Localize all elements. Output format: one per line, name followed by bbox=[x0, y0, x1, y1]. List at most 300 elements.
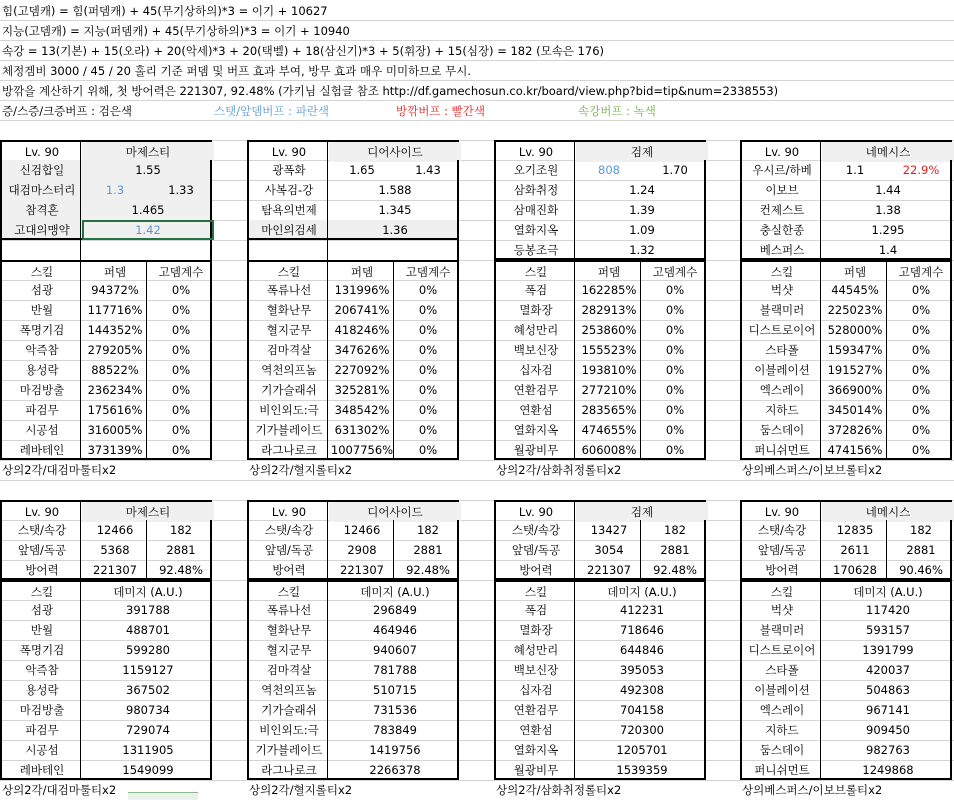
damage-value-cell[interactable]: 1159127 bbox=[122, 663, 174, 677]
skill-name-cell[interactable]: 멸화장 bbox=[519, 623, 553, 637]
buff-name-cell[interactable]: 신검합일 bbox=[19, 163, 65, 177]
damage-value-cell[interactable]: 420037 bbox=[866, 663, 910, 677]
skill-percent-cell[interactable]: 474156% bbox=[827, 443, 883, 457]
buff-name-cell[interactable]: 이보브 bbox=[765, 183, 799, 197]
skill-percent-cell[interactable]: 159347% bbox=[827, 343, 883, 357]
column-header-cell[interactable]: 퍼뎀 bbox=[103, 265, 127, 279]
stat-value-cell[interactable]: 182 bbox=[417, 523, 439, 537]
stat-name-cell[interactable]: 스탯/속강 bbox=[757, 523, 807, 537]
skill-name-cell[interactable]: 폭명기검 bbox=[19, 323, 65, 337]
skill-coef-cell[interactable]: 0% bbox=[171, 283, 191, 297]
stat-value-cell[interactable]: 170628 bbox=[833, 563, 877, 577]
buff-value-cell[interactable]: 1.70 bbox=[662, 163, 688, 177]
damage-value-cell[interactable]: 464946 bbox=[373, 623, 417, 637]
skill-coef-cell[interactable]: 0% bbox=[418, 423, 438, 437]
skill-name-cell[interactable]: 블랙미러 bbox=[759, 623, 805, 637]
note-strength[interactable]: 힘(고뎀캐) = 힘(퍼뎀캐) + 45(무기상하의)*3 = 이기 + 10627 bbox=[2, 4, 328, 18]
skill-name-cell[interactable]: 블랙미러 bbox=[759, 303, 805, 317]
column-header-cell[interactable]: 데미지 (A.U.) bbox=[360, 585, 430, 599]
buff-name-cell[interactable]: 베스퍼스 bbox=[759, 243, 805, 257]
stat-name-cell[interactable]: 앞뎀/독공 bbox=[511, 543, 561, 557]
skill-name-cell[interactable]: 연환섬 bbox=[519, 723, 553, 737]
skill-coef-cell[interactable]: 0% bbox=[665, 323, 685, 337]
class-name-cell[interactable]: 네메시스 bbox=[822, 142, 954, 162]
stat-value-cell[interactable]: 2881 bbox=[660, 543, 690, 557]
skill-coef-cell[interactable]: 0% bbox=[665, 443, 685, 457]
level-cell[interactable]: Lv. 90 bbox=[764, 145, 800, 159]
skill-percent-cell[interactable]: 282913% bbox=[581, 303, 637, 317]
skill-coef-cell[interactable]: 0% bbox=[911, 383, 931, 397]
buff-name-cell[interactable]: 열화지옥 bbox=[513, 223, 559, 237]
skill-coef-cell[interactable]: 0% bbox=[418, 283, 438, 297]
skill-coef-cell[interactable]: 0% bbox=[665, 303, 685, 317]
skill-coef-cell[interactable]: 0% bbox=[665, 423, 685, 437]
skill-percent-cell[interactable]: 236234% bbox=[87, 383, 143, 397]
skill-percent-cell[interactable]: 131996% bbox=[334, 283, 390, 297]
buff-name-cell[interactable]: 삼화취정 bbox=[513, 183, 559, 197]
skill-name-cell[interactable]: 역천의프놈 bbox=[261, 363, 317, 377]
level-cell[interactable]: Lv. 90 bbox=[271, 145, 307, 159]
damage-value-cell[interactable]: 504863 bbox=[866, 683, 910, 697]
skill-percent-cell[interactable]: 88522% bbox=[91, 363, 139, 377]
level-cell[interactable]: Lv. 90 bbox=[24, 505, 60, 519]
buff-value-cell[interactable]: 1.44 bbox=[875, 183, 901, 197]
note-intelligence[interactable]: 지능(고뎀캐) = 지능(퍼뎀캐) + 45(무기상하의)*3 = 이기 + 10940 bbox=[2, 24, 350, 38]
damage-value-cell[interactable]: 1249868 bbox=[862, 763, 914, 777]
column-header-cell[interactable]: 퍼뎀 bbox=[597, 265, 621, 279]
stat-value-cell[interactable]: 3054 bbox=[594, 543, 624, 557]
stat-value-cell[interactable]: 221307 bbox=[340, 563, 384, 577]
block-caption[interactable]: 상의2각/혈지롤티x2 bbox=[249, 783, 353, 797]
damage-value-cell[interactable]: 1205701 bbox=[616, 743, 668, 757]
legend-red[interactable]: 방깎버프 : 빨간색 bbox=[396, 104, 485, 118]
block-caption[interactable]: 상의2각/삼화취정롤티x2 bbox=[496, 783, 622, 797]
stat-value-cell[interactable]: 5368 bbox=[100, 543, 130, 557]
class-name-cell[interactable]: 마제스티 bbox=[82, 142, 214, 162]
skill-coef-cell[interactable]: 0% bbox=[911, 283, 931, 297]
skill-percent-cell[interactable]: 277210% bbox=[581, 383, 637, 397]
column-header-cell[interactable]: 고뎀계수 bbox=[652, 265, 698, 279]
skill-percent-cell[interactable]: 474655% bbox=[581, 423, 637, 437]
stat-value-cell[interactable]: 2908 bbox=[347, 543, 377, 557]
skill-name-cell[interactable]: 폭류나선 bbox=[266, 603, 312, 617]
skill-name-cell[interactable]: 혜성만리 bbox=[513, 643, 559, 657]
skill-percent-cell[interactable]: 44545% bbox=[831, 283, 879, 297]
column-header-cell[interactable]: 스킬 bbox=[524, 585, 548, 599]
skill-percent-cell[interactable]: 418246% bbox=[334, 323, 390, 337]
note-conditions[interactable]: 체정겜비 3000 / 45 / 20 홀리 기준 퍼뎀 및 버프 효과 부여, 방무 효과 매우 미미하므로 무시. bbox=[2, 64, 472, 78]
class-name-cell[interactable]: 검제 bbox=[576, 142, 708, 162]
skill-coef-cell[interactable]: 0% bbox=[171, 443, 191, 457]
stat-name-cell[interactable]: 앞뎀/독공 bbox=[757, 543, 807, 557]
skill-percent-cell[interactable]: 162285% bbox=[581, 283, 637, 297]
buff-name-cell[interactable]: 참격혼 bbox=[25, 203, 59, 217]
skill-name-cell[interactable]: 기가슬래쉬 bbox=[261, 703, 317, 717]
buff-name-cell[interactable]: 우시르/하베 bbox=[752, 163, 812, 177]
skill-name-cell[interactable]: 용성락 bbox=[25, 683, 59, 697]
skill-percent-cell[interactable]: 155523% bbox=[581, 343, 637, 357]
block-caption[interactable]: 상의2각/혈지롤티x2 bbox=[249, 463, 353, 477]
stat-value-cell[interactable]: 2881 bbox=[413, 543, 443, 557]
skill-name-cell[interactable]: 비인외도:극 bbox=[259, 723, 319, 737]
stat-name-cell[interactable]: 방어력 bbox=[765, 563, 799, 577]
stat-value-cell[interactable]: 182 bbox=[170, 523, 192, 537]
skill-name-cell[interactable]: 섬광 bbox=[30, 283, 54, 297]
damage-value-cell[interactable]: 395053 bbox=[620, 663, 664, 677]
skill-percent-cell[interactable]: 347626% bbox=[334, 343, 390, 357]
buff-value-cell[interactable]: 22.9% bbox=[902, 163, 940, 177]
skill-name-cell[interactable]: 십자검 bbox=[519, 683, 553, 697]
skill-name-cell[interactable]: 악즉참 bbox=[25, 663, 59, 677]
skill-percent-cell[interactable]: 94372% bbox=[91, 283, 139, 297]
skill-name-cell[interactable]: 폭명기검 bbox=[19, 643, 65, 657]
damage-value-cell[interactable]: 704158 bbox=[620, 703, 664, 717]
buff-value-cell[interactable]: 1.345 bbox=[378, 203, 412, 217]
skill-name-cell[interactable]: 열화지옥 bbox=[513, 743, 559, 757]
skill-name-cell[interactable]: 레바테인 bbox=[19, 443, 65, 457]
skill-name-cell[interactable]: 파검무 bbox=[25, 723, 59, 737]
skill-percent-cell[interactable]: 279205% bbox=[87, 343, 143, 357]
buff-name-cell[interactable]: 대검마스터리 bbox=[8, 183, 76, 197]
stat-name-cell[interactable]: 스탯/속강 bbox=[511, 523, 561, 537]
damage-value-cell[interactable]: 1311905 bbox=[122, 743, 174, 757]
stat-value-cell[interactable]: 92.48% bbox=[653, 563, 697, 577]
skill-name-cell[interactable]: 디스트로이어 bbox=[748, 323, 816, 337]
skill-name-cell[interactable]: 엑스레이 bbox=[759, 703, 805, 717]
column-header-cell[interactable]: 스킬 bbox=[277, 265, 301, 279]
buff-value-cell[interactable]: 1.32 bbox=[629, 243, 655, 257]
buff-name-cell[interactable]: 삼매진화 bbox=[513, 203, 559, 217]
stat-value-cell[interactable]: 92.48% bbox=[406, 563, 450, 577]
skill-name-cell[interactable]: 섬광 bbox=[30, 603, 54, 617]
skill-coef-cell[interactable]: 0% bbox=[665, 383, 685, 397]
skill-name-cell[interactable]: 혈지군무 bbox=[266, 643, 312, 657]
stat-name-cell[interactable]: 방어력 bbox=[272, 563, 306, 577]
skill-percent-cell[interactable]: 1007756% bbox=[330, 443, 394, 457]
skill-name-cell[interactable]: 십자검 bbox=[519, 363, 553, 377]
damage-value-cell[interactable]: 783849 bbox=[373, 723, 417, 737]
buff-value-cell[interactable]: 1.4 bbox=[878, 243, 898, 257]
skill-name-cell[interactable]: 혜성만리 bbox=[513, 323, 559, 337]
buff-name-cell[interactable]: 컨제스트 bbox=[759, 203, 805, 217]
column-header-cell[interactable]: 스킬 bbox=[770, 585, 794, 599]
damage-value-cell[interactable]: 599280 bbox=[126, 643, 170, 657]
column-header-cell[interactable]: 스킬 bbox=[770, 265, 794, 279]
buff-name-cell[interactable]: 등봉조극 bbox=[513, 243, 559, 257]
block-caption[interactable]: 상의2각/대검마툴티x2 bbox=[2, 463, 117, 477]
buff-value-cell[interactable]: 1.55 bbox=[135, 163, 161, 177]
damage-value-cell[interactable]: 391788 bbox=[126, 603, 170, 617]
damage-value-cell[interactable]: 720300 bbox=[620, 723, 664, 737]
skill-coef-cell[interactable]: 0% bbox=[418, 343, 438, 357]
skill-name-cell[interactable]: 기가슬래쉬 bbox=[261, 383, 317, 397]
skill-percent-cell[interactable]: 117716% bbox=[87, 303, 143, 317]
stat-value-cell[interactable]: 90.46% bbox=[899, 563, 943, 577]
stat-name-cell[interactable]: 방어력 bbox=[25, 563, 59, 577]
level-cell[interactable]: Lv. 90 bbox=[764, 505, 800, 519]
level-cell[interactable]: Lv. 90 bbox=[271, 505, 307, 519]
buff-value-cell[interactable]: 1.43 bbox=[415, 163, 441, 177]
skill-percent-cell[interactable]: 325281% bbox=[334, 383, 390, 397]
skill-name-cell[interactable]: 월광비무 bbox=[513, 763, 559, 777]
skill-name-cell[interactable]: 연환검무 bbox=[513, 703, 559, 717]
legend-black[interactable]: 증/스증/크증버프 : 검은색 bbox=[2, 104, 133, 118]
column-header-cell[interactable]: 스킬 bbox=[524, 265, 548, 279]
skill-name-cell[interactable]: 지하드 bbox=[765, 403, 799, 417]
skill-coef-cell[interactable]: 0% bbox=[665, 403, 685, 417]
note-element[interactable]: 속강 = 13(기본) + 15(오라) + 20(악세)*3 + 20(택벨) + 18(삼신기)*3 + 5(휘장) + 15(심장) = 182 (모속은 176) bbox=[2, 44, 604, 58]
stat-value-cell[interactable]: 182 bbox=[910, 523, 932, 537]
skill-coef-cell[interactable]: 0% bbox=[665, 283, 685, 297]
skill-name-cell[interactable]: 이블레이션 bbox=[754, 683, 810, 697]
skill-percent-cell[interactable]: 283565% bbox=[581, 403, 637, 417]
skill-name-cell[interactable]: 폭류나선 bbox=[266, 283, 312, 297]
buff-value-cell[interactable]: 1.465 bbox=[131, 203, 165, 217]
stat-name-cell[interactable]: 앞뎀/독공 bbox=[264, 543, 314, 557]
skill-coef-cell[interactable]: 0% bbox=[418, 443, 438, 457]
skill-name-cell[interactable]: 용성락 bbox=[25, 363, 59, 377]
skill-name-cell[interactable]: 시공섬 bbox=[25, 423, 59, 437]
skill-name-cell[interactable]: 백보신장 bbox=[513, 663, 559, 677]
skill-name-cell[interactable]: 퍼니쉬먼트 bbox=[754, 443, 810, 457]
level-cell[interactable]: Lv. 90 bbox=[24, 145, 60, 159]
skill-percent-cell[interactable]: 227092% bbox=[334, 363, 390, 377]
level-cell[interactable]: Lv. 90 bbox=[518, 145, 554, 159]
damage-value-cell[interactable]: 731536 bbox=[373, 703, 417, 717]
skill-coef-cell[interactable]: 0% bbox=[665, 363, 685, 377]
column-header-cell[interactable]: 고뎀계수 bbox=[898, 265, 944, 279]
damage-value-cell[interactable]: 1419756 bbox=[369, 743, 421, 757]
skill-name-cell[interactable]: 기가블레이드 bbox=[255, 423, 323, 437]
skill-coef-cell[interactable]: 0% bbox=[171, 363, 191, 377]
skill-coef-cell[interactable]: 0% bbox=[911, 323, 931, 337]
buff-value-cell[interactable]: 1.38 bbox=[875, 203, 901, 217]
skill-coef-cell[interactable]: 0% bbox=[911, 403, 931, 417]
skill-name-cell[interactable]: 역천의프놈 bbox=[261, 683, 317, 697]
stat-name-cell[interactable]: 스탯/속강 bbox=[17, 523, 67, 537]
buff-value-cell[interactable]: 1.65 bbox=[349, 163, 375, 177]
skill-percent-cell[interactable]: 631302% bbox=[334, 423, 390, 437]
skill-coef-cell[interactable]: 0% bbox=[911, 423, 931, 437]
damage-value-cell[interactable]: 367502 bbox=[126, 683, 170, 697]
stat-value-cell[interactable]: 12466 bbox=[96, 523, 134, 537]
damage-value-cell[interactable]: 1549099 bbox=[122, 763, 174, 777]
skill-name-cell[interactable]: 기가블레이드 bbox=[255, 743, 323, 757]
skill-name-cell[interactable]: 악즉참 bbox=[25, 343, 59, 357]
skill-name-cell[interactable]: 벅샷 bbox=[770, 283, 794, 297]
skill-name-cell[interactable]: 지하드 bbox=[765, 723, 799, 737]
stat-value-cell[interactable]: 2611 bbox=[840, 543, 870, 557]
skill-name-cell[interactable]: 멸화장 bbox=[519, 303, 553, 317]
buff-value-cell[interactable]: 1.36 bbox=[382, 223, 408, 237]
stat-name-cell[interactable]: 스탯/속강 bbox=[264, 523, 314, 537]
stat-value-cell[interactable]: 2881 bbox=[166, 543, 196, 557]
buff-value-cell[interactable]: 1.33 bbox=[168, 183, 194, 197]
buff-value-cell[interactable]: 808 bbox=[598, 163, 620, 177]
stat-value-cell[interactable]: 12466 bbox=[343, 523, 381, 537]
stat-name-cell[interactable]: 방어력 bbox=[519, 563, 553, 577]
damage-value-cell[interactable]: 940607 bbox=[373, 643, 417, 657]
skill-name-cell[interactable]: 혈화난무 bbox=[266, 303, 312, 317]
skill-coef-cell[interactable]: 0% bbox=[665, 343, 685, 357]
skill-coef-cell[interactable]: 0% bbox=[911, 303, 931, 317]
damage-value-cell[interactable]: 967141 bbox=[866, 703, 910, 717]
skill-coef-cell[interactable]: 0% bbox=[171, 423, 191, 437]
skill-coef-cell[interactable]: 0% bbox=[418, 383, 438, 397]
damage-value-cell[interactable]: 909450 bbox=[866, 723, 910, 737]
skill-percent-cell[interactable]: 348542% bbox=[334, 403, 390, 417]
skill-name-cell[interactable]: 둠스데이 bbox=[759, 743, 805, 757]
skill-percent-cell[interactable]: 366900% bbox=[827, 383, 883, 397]
skill-name-cell[interactable]: 파검무 bbox=[25, 403, 59, 417]
skill-coef-cell[interactable]: 0% bbox=[171, 343, 191, 357]
skill-name-cell[interactable]: 비인외도:극 bbox=[259, 403, 319, 417]
skill-coef-cell[interactable]: 0% bbox=[911, 343, 931, 357]
buff-name-cell[interactable]: 광폭화 bbox=[272, 163, 306, 177]
skill-name-cell[interactable]: 검마격살 bbox=[266, 343, 312, 357]
stat-value-cell[interactable]: 12835 bbox=[836, 523, 874, 537]
skill-name-cell[interactable]: 폭검 bbox=[524, 283, 548, 297]
skill-coef-cell[interactable]: 0% bbox=[171, 403, 191, 417]
skill-percent-cell[interactable]: 225023% bbox=[827, 303, 883, 317]
buff-value-cell[interactable]: 1.295 bbox=[871, 223, 905, 237]
skill-coef-cell[interactable]: 0% bbox=[911, 443, 931, 457]
column-header-cell[interactable]: 스킬 bbox=[277, 585, 301, 599]
skill-percent-cell[interactable]: 191527% bbox=[827, 363, 883, 377]
block-caption[interactable]: 상의베스퍼스/이보브롤티x2 bbox=[742, 783, 883, 797]
damage-value-cell[interactable]: 510715 bbox=[373, 683, 417, 697]
skill-percent-cell[interactable]: 373139% bbox=[87, 443, 143, 457]
skill-name-cell[interactable]: 시공섬 bbox=[25, 743, 59, 757]
skill-name-cell[interactable]: 라그나로크 bbox=[261, 443, 317, 457]
block-caption[interactable]: 상의2각/삼화취정롤티x2 bbox=[496, 463, 622, 477]
skill-percent-cell[interactable]: 193810% bbox=[581, 363, 637, 377]
damage-value-cell[interactable]: 412231 bbox=[620, 603, 664, 617]
damage-value-cell[interactable]: 1391799 bbox=[862, 643, 914, 657]
buff-name-cell[interactable]: 탐욕의번제 bbox=[261, 203, 317, 217]
skill-name-cell[interactable]: 연환검무 bbox=[513, 383, 559, 397]
buff-name-cell[interactable]: 사복검-강 bbox=[264, 183, 314, 197]
stat-value-cell[interactable]: 221307 bbox=[587, 563, 631, 577]
skill-name-cell[interactable]: 스타폴 bbox=[765, 343, 799, 357]
buff-value-cell[interactable]: 1.24 bbox=[629, 183, 655, 197]
skill-percent-cell[interactable]: 528000% bbox=[827, 323, 883, 337]
column-header-cell[interactable]: 고뎀계수 bbox=[158, 265, 204, 279]
damage-value-cell[interactable]: 296849 bbox=[373, 603, 417, 617]
skill-name-cell[interactable]: 퍼니쉬먼트 bbox=[754, 763, 810, 777]
skill-name-cell[interactable]: 열화지옥 bbox=[513, 423, 559, 437]
column-header-cell[interactable]: 고뎀계수 bbox=[405, 265, 451, 279]
skill-coef-cell[interactable]: 0% bbox=[418, 403, 438, 417]
note-defense[interactable]: 방깎을 계산하기 위해, 첫 방어력은 221307, 92.48% (가키님 실험글 참조 http://df.gamechosun.co.kr/board/view.php?bid=tip&num=2338553) bbox=[2, 84, 779, 98]
block-caption[interactable]: 상의2각/대검마툴티x2 bbox=[2, 783, 117, 797]
skill-coef-cell[interactable]: 0% bbox=[911, 363, 931, 377]
skill-name-cell[interactable]: 백보신장 bbox=[513, 343, 559, 357]
column-header-cell[interactable]: 데미지 (A.U.) bbox=[853, 585, 923, 599]
skill-name-cell[interactable]: 폭검 bbox=[524, 603, 548, 617]
skill-percent-cell[interactable]: 206741% bbox=[334, 303, 390, 317]
skill-name-cell[interactable]: 월광비무 bbox=[513, 443, 559, 457]
stat-value-cell[interactable]: 13427 bbox=[590, 523, 628, 537]
buff-name-cell[interactable]: 고대의맹약 bbox=[14, 223, 70, 237]
damage-value-cell[interactable]: 729074 bbox=[126, 723, 170, 737]
skill-name-cell[interactable]: 둠스데이 bbox=[759, 423, 805, 437]
block-caption[interactable]: 상의베스퍼스/이보브롤티x2 bbox=[742, 463, 883, 477]
stat-value-cell[interactable]: 182 bbox=[664, 523, 686, 537]
damage-value-cell[interactable]: 644846 bbox=[620, 643, 664, 657]
column-header-cell[interactable]: 퍼뎀 bbox=[843, 265, 867, 279]
buff-value-cell[interactable]: 1.1 bbox=[845, 163, 865, 177]
skill-name-cell[interactable]: 반월 bbox=[30, 303, 54, 317]
damage-value-cell[interactable]: 982763 bbox=[866, 743, 910, 757]
buff-value-cell[interactable]: 1.42 bbox=[82, 220, 214, 240]
skill-name-cell[interactable]: 레바테인 bbox=[19, 763, 65, 777]
skill-percent-cell[interactable]: 316005% bbox=[87, 423, 143, 437]
skill-name-cell[interactable]: 스타폴 bbox=[765, 663, 799, 677]
class-name-cell[interactable]: 마제스티 bbox=[82, 502, 214, 522]
column-header-cell[interactable]: 퍼뎀 bbox=[350, 265, 374, 279]
skill-name-cell[interactable]: 마검방출 bbox=[19, 383, 65, 397]
skill-percent-cell[interactable]: 372826% bbox=[827, 423, 883, 437]
buff-name-cell[interactable]: 오기조원 bbox=[513, 163, 559, 177]
column-header-cell[interactable]: 스킬 bbox=[30, 265, 54, 279]
stat-value-cell[interactable]: 221307 bbox=[93, 563, 137, 577]
damage-value-cell[interactable]: 488701 bbox=[126, 623, 170, 637]
stat-value-cell[interactable]: 92.48% bbox=[159, 563, 203, 577]
skill-name-cell[interactable]: 마검방출 bbox=[19, 703, 65, 717]
class-name-cell[interactable]: 디어사이드 bbox=[329, 142, 461, 162]
skill-percent-cell[interactable]: 175616% bbox=[87, 403, 143, 417]
stat-name-cell[interactable]: 앞뎀/독공 bbox=[17, 543, 67, 557]
buff-value-cell[interactable]: 1.3 bbox=[105, 183, 125, 197]
class-name-cell[interactable]: 디어사이드 bbox=[329, 502, 461, 522]
buff-value-cell[interactable]: 1.09 bbox=[629, 223, 655, 237]
buff-name-cell[interactable]: 마인의검세 bbox=[261, 223, 317, 237]
skill-name-cell[interactable]: 디스트로이어 bbox=[748, 643, 816, 657]
column-header-cell[interactable]: 데미지 (A.U.) bbox=[113, 585, 183, 599]
damage-value-cell[interactable]: 2266378 bbox=[369, 763, 421, 777]
damage-value-cell[interactable]: 492308 bbox=[620, 683, 664, 697]
skill-coef-cell[interactable]: 0% bbox=[171, 323, 191, 337]
buff-name-cell[interactable]: 충실한종 bbox=[759, 223, 805, 237]
skill-name-cell[interactable]: 이블레이션 bbox=[754, 363, 810, 377]
damage-value-cell[interactable]: 593157 bbox=[866, 623, 910, 637]
skill-name-cell[interactable]: 혈지군무 bbox=[266, 323, 312, 337]
skill-coef-cell[interactable]: 0% bbox=[171, 303, 191, 317]
column-header-cell[interactable]: 데미지 (A.U.) bbox=[607, 585, 677, 599]
skill-name-cell[interactable]: 검마격살 bbox=[266, 663, 312, 677]
level-cell[interactable]: Lv. 90 bbox=[518, 505, 554, 519]
skill-name-cell[interactable]: 혈화난무 bbox=[266, 623, 312, 637]
column-header-cell[interactable]: 스킬 bbox=[30, 585, 54, 599]
skill-percent-cell[interactable]: 606008% bbox=[581, 443, 637, 457]
buff-value-cell[interactable]: 1.39 bbox=[629, 203, 655, 217]
skill-name-cell[interactable]: 벅샷 bbox=[770, 603, 794, 617]
class-name-cell[interactable]: 네메시스 bbox=[822, 502, 954, 522]
skill-percent-cell[interactable]: 253860% bbox=[581, 323, 637, 337]
legend-green[interactable]: 속강버프 : 녹색 bbox=[578, 104, 656, 118]
skill-coef-cell[interactable]: 0% bbox=[418, 363, 438, 377]
class-name-cell[interactable]: 검제 bbox=[576, 502, 708, 522]
damage-value-cell[interactable]: 980734 bbox=[126, 703, 170, 717]
skill-name-cell[interactable]: 연환섬 bbox=[519, 403, 553, 417]
stat-value-cell[interactable]: 2881 bbox=[906, 543, 936, 557]
skill-name-cell[interactable]: 반월 bbox=[30, 623, 54, 637]
skill-percent-cell[interactable]: 345014% bbox=[827, 403, 883, 417]
damage-value-cell[interactable]: 117420 bbox=[866, 603, 910, 617]
skill-coef-cell[interactable]: 0% bbox=[418, 303, 438, 317]
skill-coef-cell[interactable]: 0% bbox=[171, 383, 191, 397]
